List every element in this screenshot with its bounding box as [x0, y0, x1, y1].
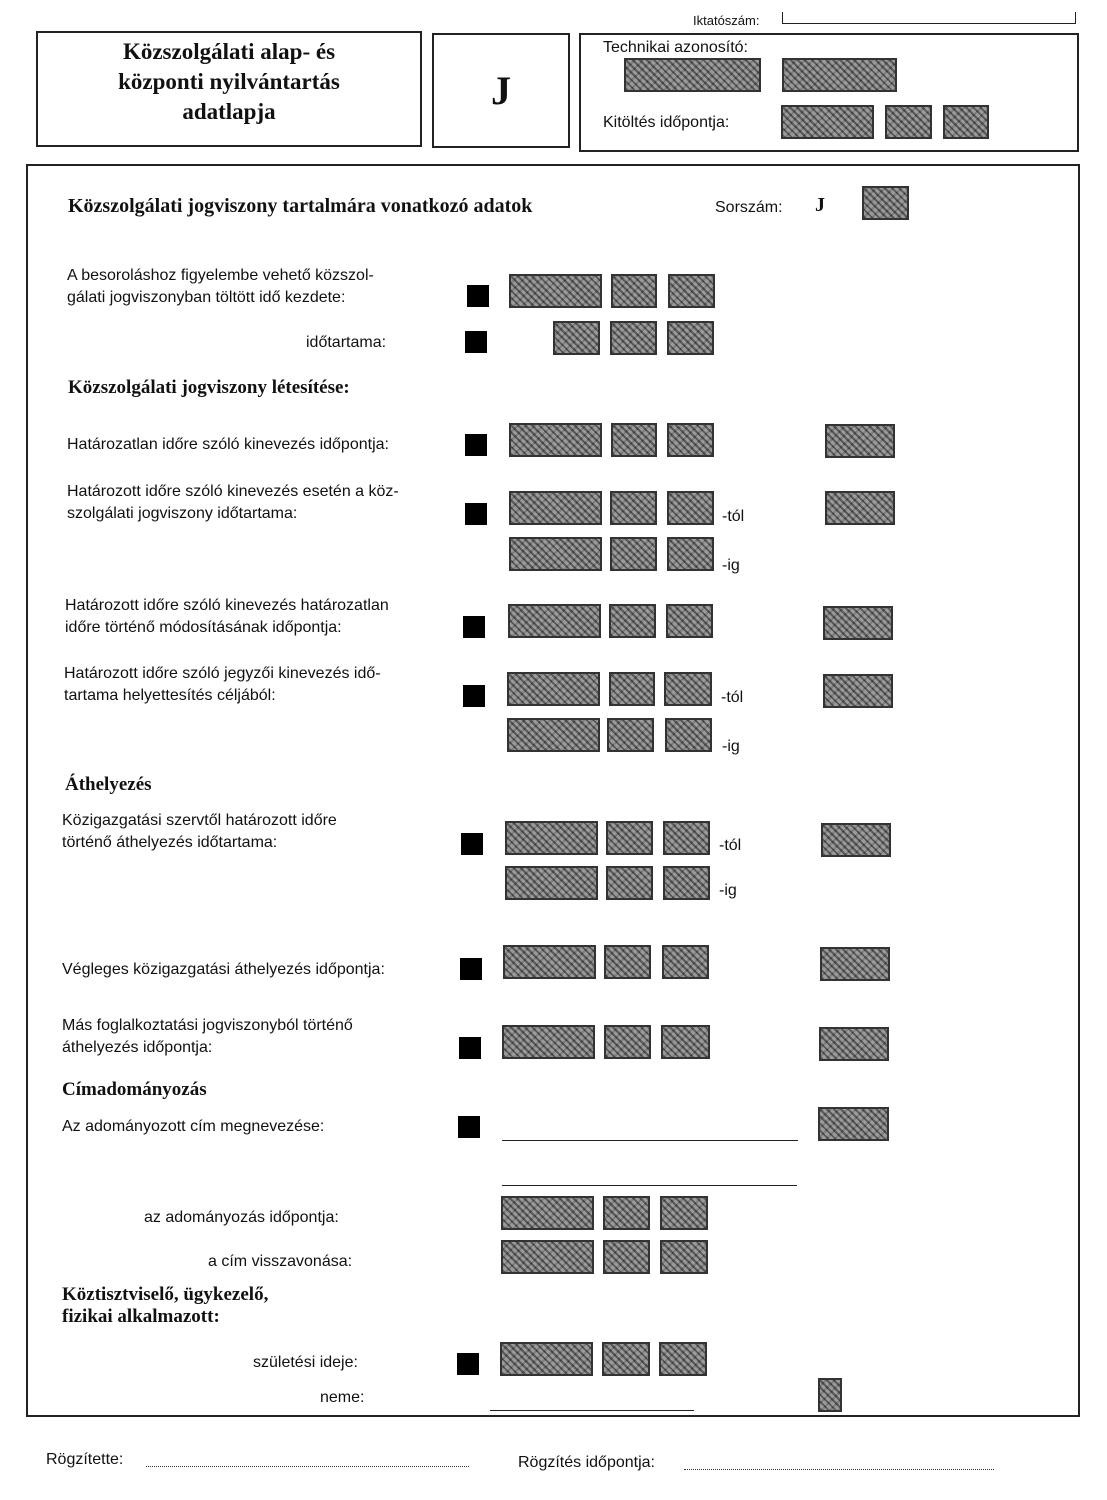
cim-code[interactable] [818, 1107, 889, 1141]
kozig-code[interactable] [821, 823, 891, 857]
visszavonas-day[interactable] [660, 1240, 708, 1274]
neme-line[interactable] [490, 1410, 694, 1411]
hatarozott-from-month[interactable] [610, 491, 657, 525]
rogzitette-label: Rögzítette: [46, 1451, 124, 1468]
hatarozott-tol-suffix: -tól [722, 508, 745, 525]
rogzites-label: Rögzítés időpontja: [518, 1454, 655, 1471]
cim-label: Az adományozott cím megnevezése: [62, 1118, 325, 1135]
cim-name-line-1[interactable] [502, 1140, 798, 1141]
kozig-from-month[interactable] [606, 821, 653, 855]
jegyzoi-to-day[interactable] [665, 718, 712, 752]
idotartama-checkbox[interactable] [465, 331, 487, 353]
vegleges-year[interactable] [503, 945, 596, 979]
mas-year[interactable] [502, 1025, 595, 1059]
iktatoszam-field[interactable] [782, 12, 1076, 24]
form-letter: J [491, 68, 511, 113]
jegyzoi-label-2: tartama helyettesítés céljából: [64, 687, 276, 704]
mas-label-1: Más foglalkoztatási jogviszonyból történő [62, 1017, 353, 1034]
sorszam-cell[interactable] [862, 186, 909, 220]
jegyzoi-from-day[interactable] [664, 672, 712, 706]
kozig-tol-suffix: -tól [719, 837, 742, 854]
jegyzoi-checkbox[interactable] [463, 685, 485, 707]
szuletesi-year[interactable] [500, 1342, 593, 1376]
kozig-from-year[interactable] [505, 821, 598, 855]
idotartama-years[interactable] [553, 321, 600, 355]
cimadomanyozas-heading: Címadományozás [62, 1079, 207, 1100]
mas-label-2: áthelyezés időpontja: [62, 1039, 213, 1056]
jegyzoi-to-year[interactable] [507, 718, 600, 752]
jegyzoi-tol-suffix: -tól [721, 689, 744, 706]
modositas-month[interactable] [609, 604, 656, 638]
vegleges-checkbox[interactable] [460, 958, 482, 980]
besorolas-year[interactable] [509, 274, 602, 308]
adomanyozas-day[interactable] [660, 1196, 708, 1230]
cim-checkbox[interactable] [458, 1116, 480, 1138]
fill-date-month[interactable] [885, 105, 932, 139]
besorolas-day[interactable] [668, 274, 715, 308]
vegleges-month[interactable] [604, 945, 651, 979]
adomanyozas-month[interactable] [603, 1196, 650, 1230]
fill-date-year[interactable] [781, 105, 874, 139]
vegleges-day[interactable] [662, 945, 709, 979]
tech-id-cell-1[interactable] [624, 58, 761, 92]
szuletesi-day[interactable] [659, 1342, 707, 1376]
kozig-checkbox[interactable] [461, 833, 483, 855]
vegleges-code[interactable] [820, 947, 890, 981]
jegyzoi-to-month[interactable] [607, 718, 654, 752]
tech-id-label: Technikai azonosító: [603, 39, 748, 56]
sorszam-letter: J [815, 194, 825, 216]
visszavonas-year[interactable] [501, 1240, 594, 1274]
hatarozott-code[interactable] [825, 491, 895, 525]
hatarozatlan-month[interactable] [611, 423, 657, 457]
modositas-day[interactable] [666, 604, 713, 638]
neme-code[interactable] [818, 1378, 842, 1412]
iktatoszam-label: Iktatószám: [693, 13, 760, 28]
mas-month[interactable] [604, 1025, 651, 1059]
modositas-label-2: időre történő módosításának időpontja: [65, 619, 342, 636]
jegyzoi-label-1: Határozott időre szóló jegyzői kinevezés idő- [64, 665, 381, 682]
modositas-year[interactable] [508, 604, 601, 638]
athelyezes-heading: Áthelyezés [65, 774, 152, 795]
kozig-to-month[interactable] [606, 866, 653, 900]
hatarozott-label-2: szolgálati jogviszony időtartama: [67, 505, 298, 522]
form-title-line-2: központi nyilvántartás [118, 69, 340, 94]
modositas-code[interactable] [823, 606, 893, 640]
main-heading: Közszolgálati jogviszony tartalmára vonatkozó adatok [68, 195, 533, 217]
idotartama-days[interactable] [667, 321, 714, 355]
szuletesi-month[interactable] [602, 1342, 650, 1376]
letesites-heading: Közszolgálati jogviszony létesítése: [68, 377, 350, 398]
szuletesi-label: születési ideje: [253, 1354, 358, 1371]
hatarozatlan-code[interactable] [825, 424, 895, 458]
hatarozott-from-day[interactable] [667, 491, 714, 525]
title-box [36, 31, 422, 147]
hatarozott-checkbox[interactable] [465, 503, 487, 525]
form-title-line-3: adatlapja [182, 99, 276, 124]
mas-day[interactable] [661, 1025, 710, 1059]
szuletesi-checkbox[interactable] [457, 1353, 479, 1375]
hatarozatlan-label: Határozatlan időre szóló kinevezés időpontja: [67, 436, 389, 453]
adomanyozas-label: az adományozás időpontja: [144, 1209, 339, 1226]
kozig-label-2: történő áthelyezés időtartama: [62, 834, 278, 851]
hatarozott-ig-suffix: -ig [722, 557, 740, 574]
koztisztviselo-heading-2: fizikai alkalmazott: [62, 1306, 220, 1327]
modositas-label-1: Határozott időre szóló kinevezés határozatlan [65, 597, 389, 614]
hatarozatlan-checkbox[interactable] [465, 434, 487, 456]
jegyzoi-code[interactable] [823, 674, 893, 708]
besorolas-label-1: A besoroláshoz figyelembe vehető közszol- [67, 267, 374, 284]
kozig-label-1: Közigazgatási szervtől határozott időre [62, 812, 337, 829]
tech-id-cell-2[interactable] [782, 58, 897, 92]
fill-date-label: Kitöltés időpontja: [603, 114, 730, 131]
visszavonas-month[interactable] [603, 1240, 650, 1274]
rogzitette-field[interactable] [146, 1466, 469, 1467]
modositas-checkbox[interactable] [463, 616, 485, 638]
hatarozott-from-year[interactable] [509, 491, 602, 525]
idotartama-months[interactable] [610, 321, 657, 355]
rogzites-field[interactable] [684, 1469, 994, 1470]
hatarozott-to-month[interactable] [610, 537, 657, 571]
idotartama-label: időtartama: [306, 334, 387, 351]
besorolas-label-2: gálati jogviszonyban töltött idő kezdete: [67, 289, 346, 306]
visszavonas-label: a cím visszavonása: [208, 1253, 353, 1270]
hatarozott-to-day[interactable] [667, 537, 714, 571]
form-title-line-1: Közszolgálati alap- és [122, 39, 336, 64]
besorolas-checkbox[interactable] [467, 285, 489, 307]
kozig-to-year[interactable] [505, 866, 598, 900]
adomanyozas-year[interactable] [501, 1196, 594, 1230]
besorolas-month[interactable] [611, 274, 657, 308]
kozig-from-day[interactable] [663, 821, 710, 855]
jegyzoi-from-year[interactable] [507, 672, 600, 706]
hatarozatlan-year[interactable] [509, 423, 602, 457]
form-letter-box [432, 33, 570, 148]
koztisztviselo-heading-1: Köztisztviselő, ügykezelő, [62, 1284, 269, 1305]
sorszam-label: Sorszám: [715, 199, 783, 216]
jegyzoi-ig-suffix: -ig [722, 738, 740, 755]
kozig-to-day[interactable] [663, 866, 710, 900]
jegyzoi-from-month[interactable] [609, 672, 655, 706]
hatarozatlan-day[interactable] [667, 423, 714, 457]
kozig-ig-suffix: -ig [719, 882, 737, 899]
hatarozott-to-year[interactable] [509, 537, 602, 571]
mas-code[interactable] [819, 1027, 889, 1061]
neme-label: neme: [320, 1389, 365, 1406]
hatarozott-label-1: Határozott időre szóló kinevezés esetén a köz- [67, 483, 399, 500]
cim-name-line-2[interactable] [502, 1185, 797, 1186]
vegleges-label: Végleges közigazgatási áthelyezés időpontja: [62, 961, 385, 978]
mas-checkbox[interactable] [459, 1037, 481, 1059]
fill-date-day[interactable] [943, 105, 989, 139]
